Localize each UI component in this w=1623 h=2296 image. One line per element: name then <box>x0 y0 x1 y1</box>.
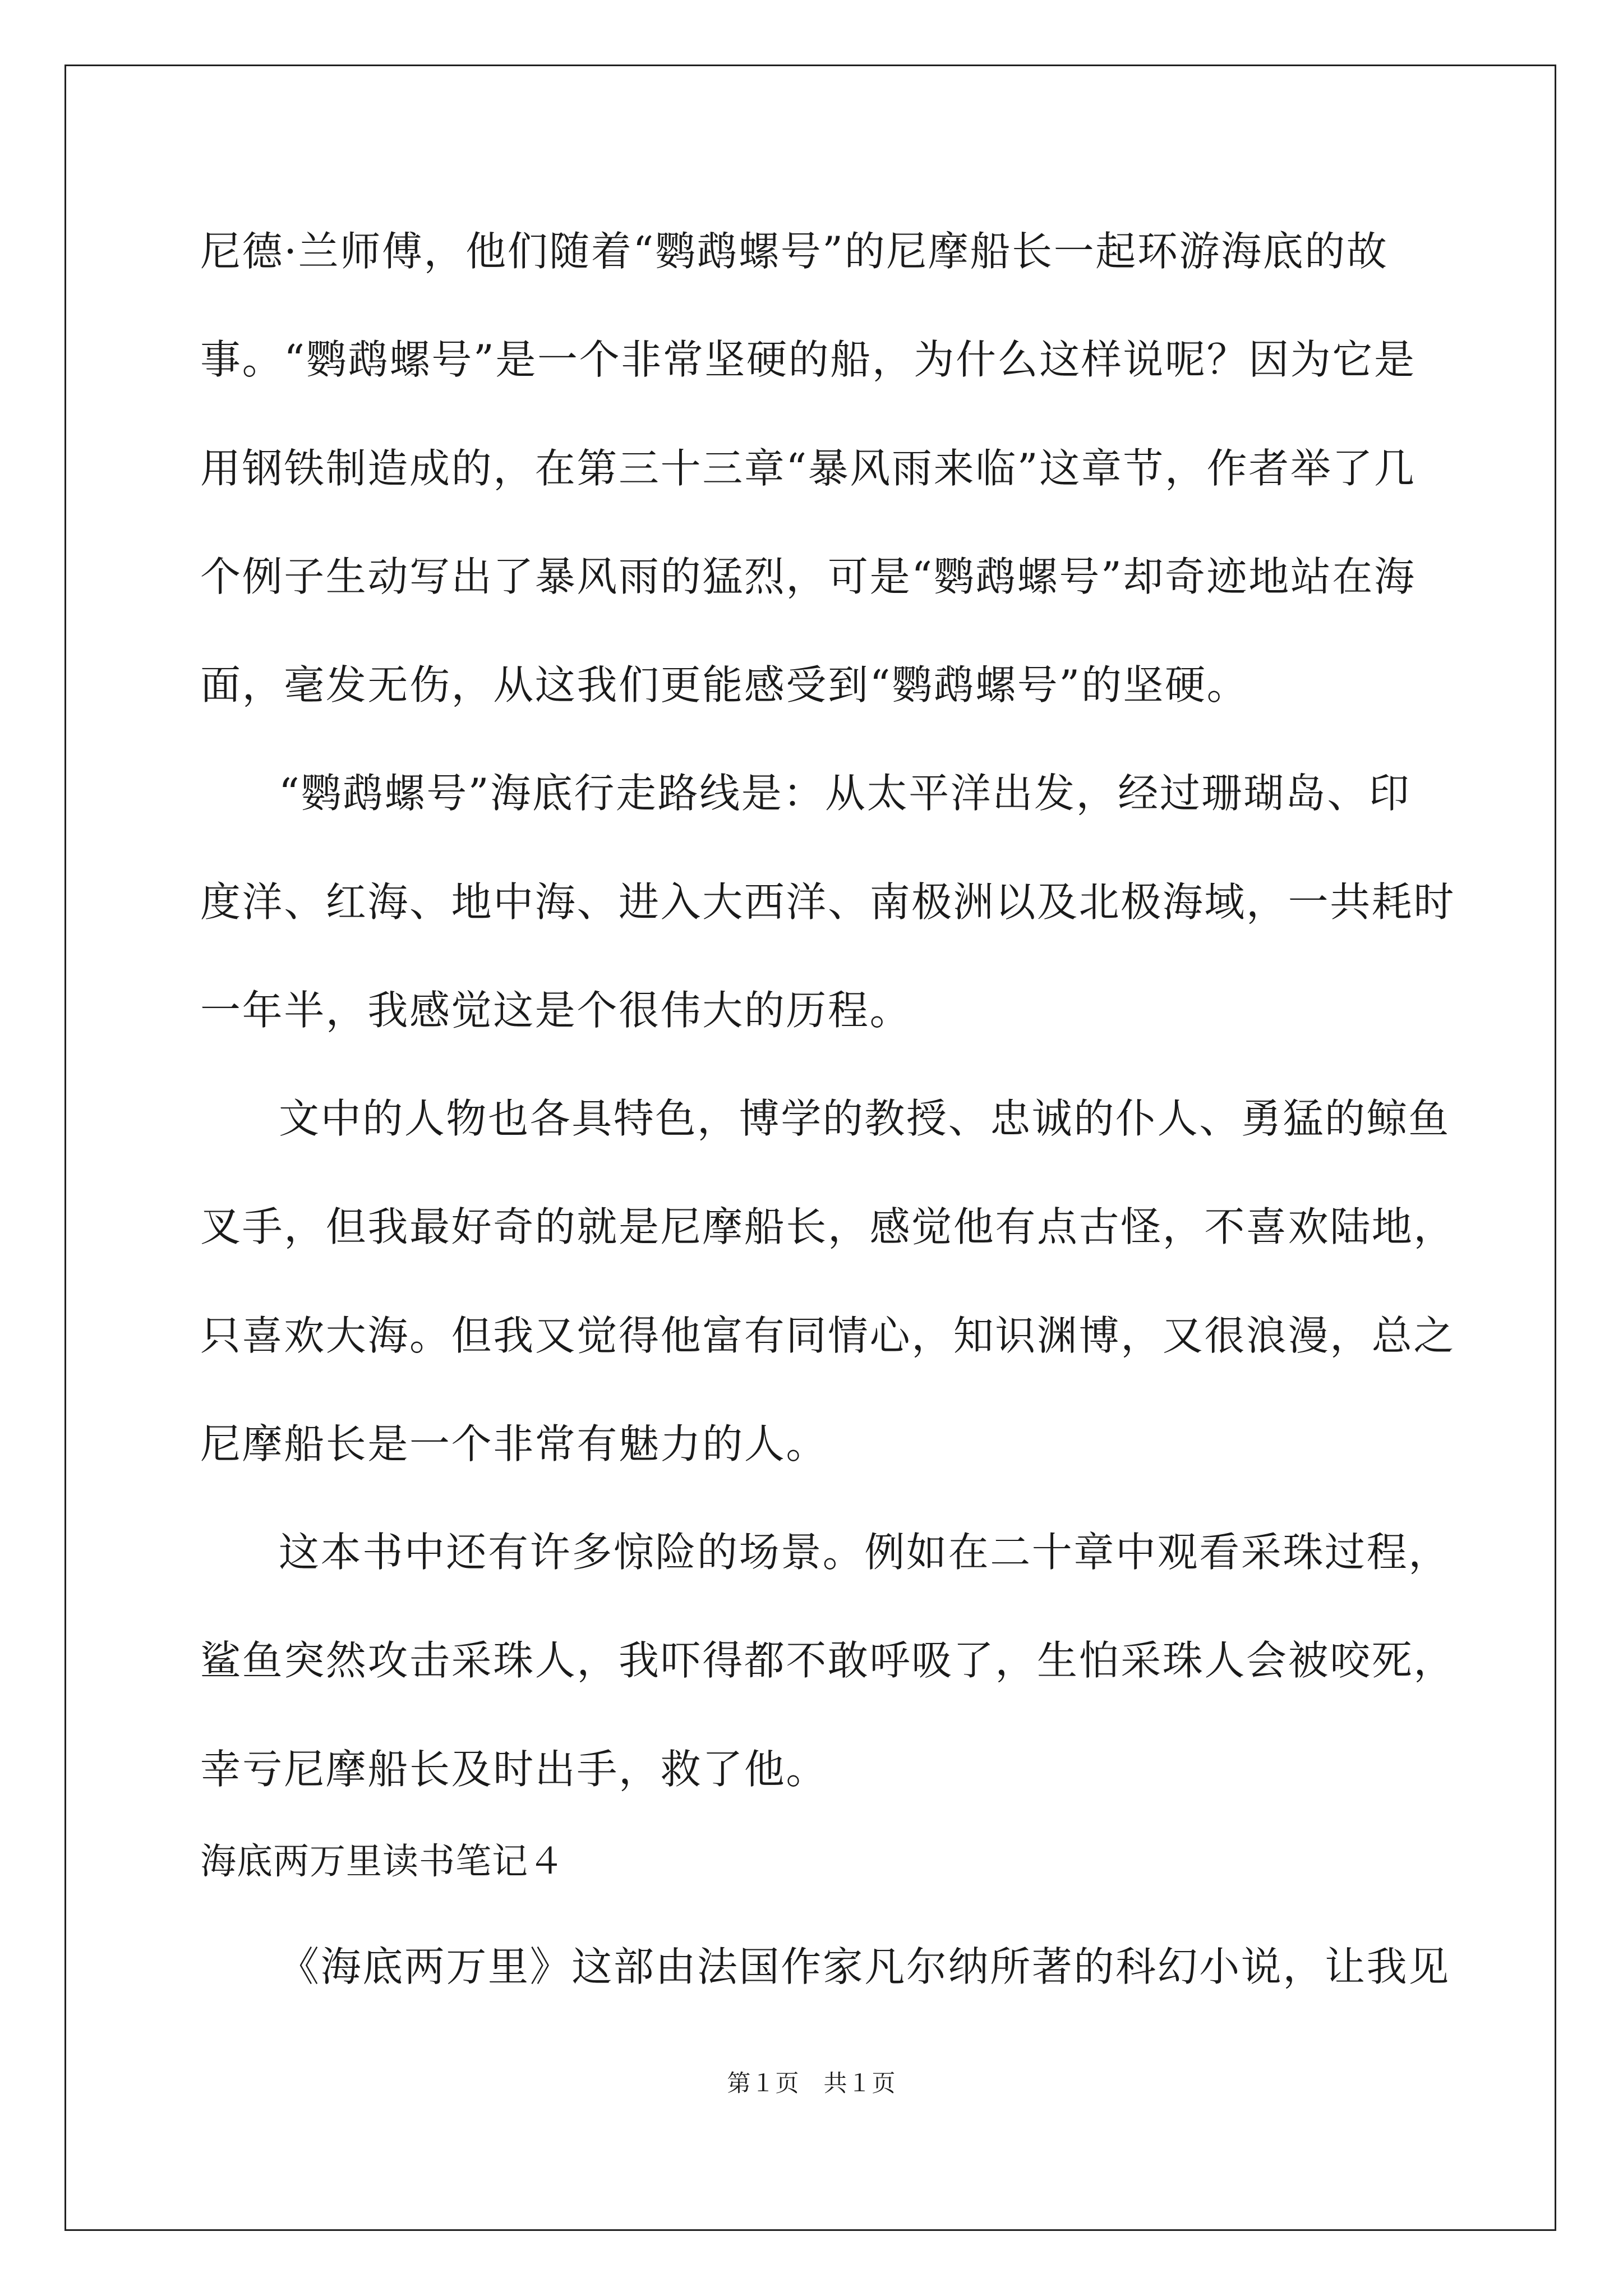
paragraph-line: 用钢铁制造成的，在第三十三章“暴风雨来临”这章节，作者举了几 <box>200 445 1416 492</box>
paragraph-line: 鲨鱼突然攻击采珠人，我吓得都不敢呼吸了，生怕采珠人会被咬死， <box>200 1637 1456 1684</box>
paragraph-line: 尼摩船长是一个非常有魅力的人。 <box>200 1420 828 1467</box>
paragraph-line: 尼德·兰师傅，他们随着“鹦鹉螺号”的尼摩船长一起环游海底的故 <box>200 228 1389 275</box>
paragraph-line: 一年半，我感觉这是个很伟大的历程。 <box>200 987 912 1034</box>
paragraph-line: 《海底两万里》这部由法国作家凡尔纳所著的科幻小说，让我见 <box>279 1943 1450 1990</box>
paragraph-line: 度洋、红海、地中海、进入大西洋、南极洲以及北极海域，一共耗时 <box>200 878 1456 926</box>
page-number-footer: 第１页 共１页 <box>727 2069 896 2097</box>
paragraph-line: 个例子生动写出了暴风雨的猛烈，可是“鹦鹉螺号”却奇迹地站在海 <box>200 553 1416 600</box>
paragraph-line: 幸亏尼摩船长及时出手，救了他。 <box>200 1746 828 1793</box>
paragraph-line: 这本书中还有许多惊险的场景。例如在二十章中观看采珠过程， <box>279 1529 1450 1576</box>
paragraph-line: 只喜欢大海。但我又觉得他富有同情心，知识渊博，又很浪漫，总之 <box>200 1312 1456 1359</box>
paragraph-line: 事。“鹦鹉螺号”是一个非常坚硬的船，为什么这样说呢？因为它是 <box>200 336 1416 383</box>
page-border <box>64 65 1556 2231</box>
paragraph-line: “鹦鹉螺号”海底行走路线是：从太平洋出发，经过珊瑚岛、印 <box>279 770 1411 817</box>
section-heading: 海底两万里读书笔记４ <box>200 1841 565 1883</box>
paragraph-line: 文中的人物也各具特色，博学的教授、忠诚的仆人、勇猛的鲸鱼 <box>279 1095 1450 1142</box>
paragraph-line: 面，毫发无伤，从这我们更能感受到“鹦鹉螺号”的坚硬。 <box>200 661 1249 708</box>
paragraph-line: 叉手，但我最好奇的就是尼摩船长，感觉他有点古怪，不喜欢陆地， <box>200 1203 1456 1250</box>
